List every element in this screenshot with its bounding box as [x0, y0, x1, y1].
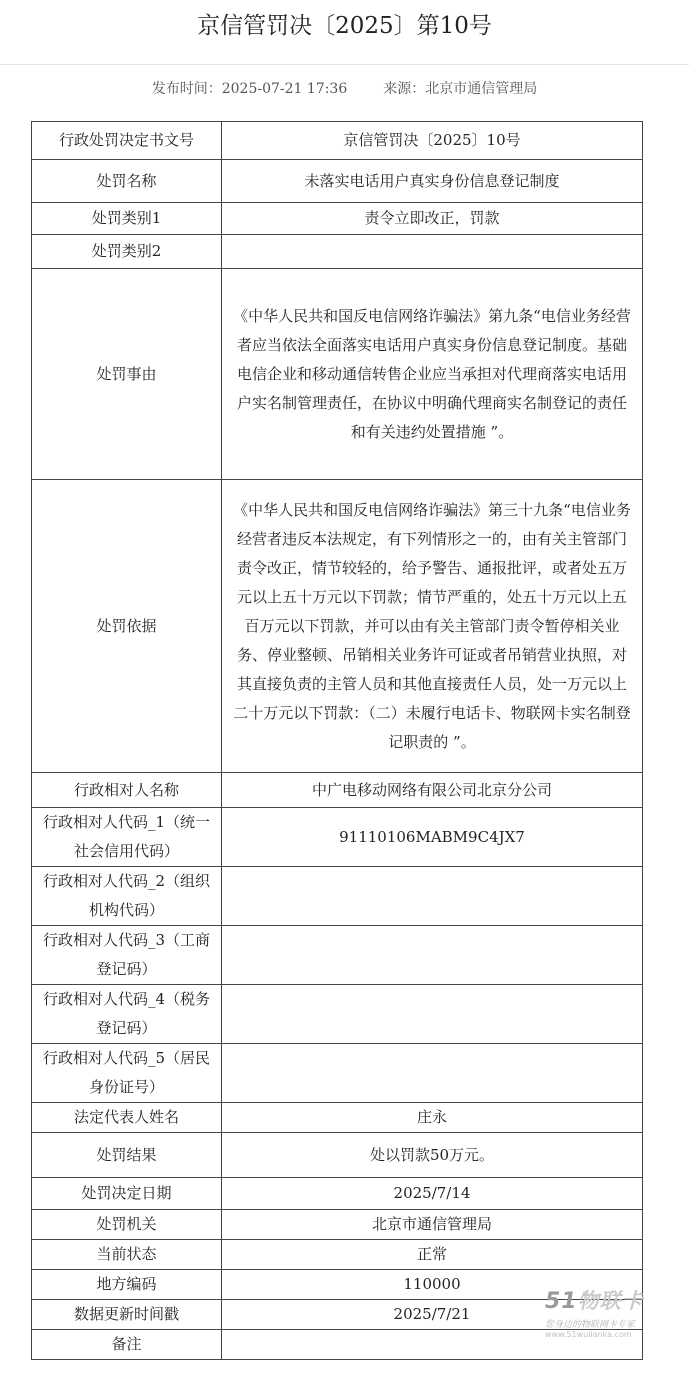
row-key: 地方编码 [32, 1270, 222, 1300]
table-row [32, 773, 643, 808]
table-row [32, 1210, 643, 1240]
row-key: 处罚机关 [32, 1210, 222, 1240]
row-value: 2025/7/21 [222, 1300, 643, 1330]
source-label: 来源： [383, 81, 426, 97]
page-title: 京信管罚决〔2025〕第10号 [197, 13, 492, 39]
table-row [32, 926, 643, 985]
source-name: 北京市通信管理局 [425, 81, 538, 97]
row-key: 处罚决定日期 [32, 1178, 222, 1210]
table-row [32, 1133, 643, 1178]
table-row [32, 1103, 643, 1133]
watermark-number: 51 [545, 1289, 578, 1314]
table-row [32, 122, 643, 160]
row-key: 处罚类别2 [32, 235, 222, 269]
table-row [32, 235, 643, 269]
row-value: 正常 [222, 1240, 643, 1270]
row-key: 行政处罚决定书文号 [32, 122, 222, 160]
row-key: 备注 [32, 1330, 222, 1360]
watermark-url: www.51wulianka.com [545, 1330, 632, 1339]
row-value: 110000 [222, 1270, 643, 1300]
row-key: 行政相对人代码_4（税务登记码） [32, 985, 222, 1044]
row-value [222, 867, 643, 926]
row-key: 行政相对人代码_2（组织机构代码） [32, 867, 222, 926]
row-key: 行政相对人代码_1（统一社会信用代码） [32, 808, 222, 867]
meta-line [0, 78, 689, 106]
table-row [32, 1178, 643, 1210]
row-key: 数据更新时间戳 [32, 1300, 222, 1330]
row-key: 处罚名称 [32, 160, 222, 203]
publish-time: 2025-07-21 17:36 [221, 81, 348, 97]
row-value: 处以罚款50万元。 [222, 1133, 643, 1178]
row-key: 处罚结果 [32, 1133, 222, 1178]
row-value [222, 1044, 643, 1103]
table-row [32, 160, 643, 203]
row-value: 京信管罚决〔2025〕10号 [222, 122, 643, 160]
watermark-slogan: 您身边的物联网卡专家 [545, 1320, 636, 1330]
row-value [222, 235, 643, 269]
row-value: 《中华人民共和国反电信网络诈骗法》第九条“电信业务经营者应当依法全面落实电话用户真实身份信息登记制度。基础电信企业和移动通信转售企业应当承担对代理商落实电话用户实名制管理责任，在协议中明确代理商实名制登记的责任和有关违约处置措施 ”。 [222, 269, 643, 480]
table-row [32, 1240, 643, 1270]
row-value: 2025/7/14 [222, 1178, 643, 1210]
row-value: 中广电移动网络有限公司北京分公司 [222, 773, 643, 808]
table-row [32, 985, 643, 1044]
row-value: 未落实电话用户真实身份信息登记制度 [222, 160, 643, 203]
publish-label: 发布时间： [151, 81, 222, 97]
row-key: 行政相对人代码_3（工商登记码） [32, 926, 222, 985]
title-divider [0, 64, 689, 65]
row-key: 处罚类别1 [32, 203, 222, 235]
row-key: 当前状态 [32, 1240, 222, 1270]
watermark-brand-cn: 物联卡 [577, 1289, 644, 1313]
row-value [222, 926, 643, 985]
penalty-table [31, 121, 643, 1360]
row-key: 行政相对人名称 [32, 773, 222, 808]
row-key: 法定代表人姓名 [32, 1103, 222, 1133]
table-row [32, 1270, 643, 1300]
row-value: 北京市通信管理局 [222, 1210, 643, 1240]
row-value: 《中华人民共和国反电信网络诈骗法》第三十九条“电信业务经营者违反本法规定，有下列情形之一的，由有关主管部门责令改正，情节较轻的，给予警告、通报批评，或者处五万元以上五十万元以下罚款；情节严重的，处五十万元以上五百万元以下罚款，并可以由有关主管部门责令暂停相关业务、停业整顿、吊销相关业务许可证或者吊销营业执照，对其直接负责的主管人员和其他直接责任人员，处一万元以上二十万元以下罚款：（二）未履行电话卡、物联网卡实名制登记职责的 ”。 [222, 480, 643, 773]
row-value: 庄永 [222, 1103, 643, 1133]
table-row [32, 269, 643, 480]
table-row [32, 480, 643, 773]
table-row [32, 867, 643, 926]
row-value: 91110106MABM9C4JX7 [222, 808, 643, 867]
row-key: 行政相对人代码_5（居民身份证号） [32, 1044, 222, 1103]
row-key: 处罚依据 [32, 480, 222, 773]
row-key: 处罚事由 [32, 269, 222, 480]
table-row [32, 1330, 643, 1360]
row-value: 责令立即改正，罚款 [222, 203, 643, 235]
table-row [32, 1044, 643, 1103]
row-value [222, 1330, 643, 1360]
table-row [32, 1300, 643, 1330]
table-row [32, 203, 643, 235]
table-row [32, 808, 643, 867]
row-value [222, 985, 643, 1044]
